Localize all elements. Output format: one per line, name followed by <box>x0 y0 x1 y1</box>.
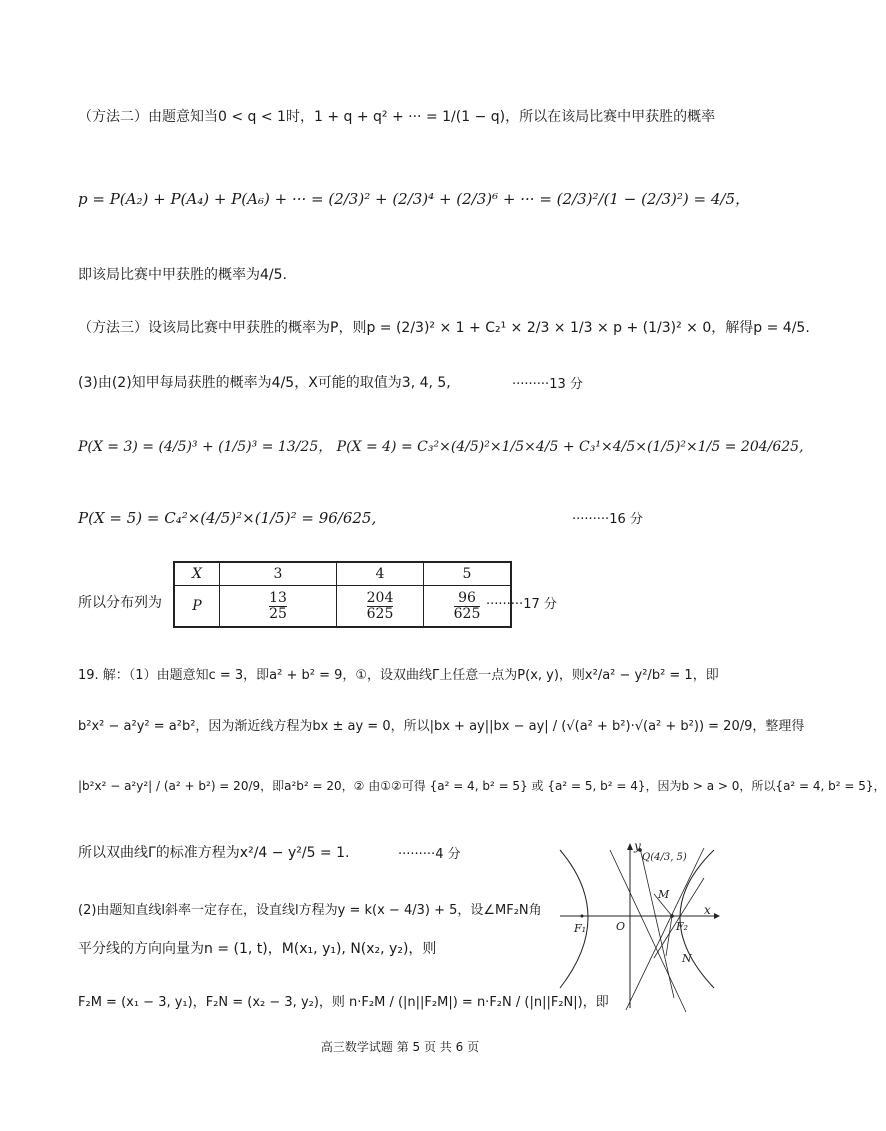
label-O: O <box>616 920 626 933</box>
method3-line1: （方法三）设该局比赛中甲获胜的概率为P，则p = (2/3)² × 1 + C₂¹ × 2/3 × 1/3 × p + (1/3)² × 0，解得p = 4/5. <box>78 320 810 336</box>
segment-F2N <box>666 916 672 956</box>
q19-line5: (2)由题知直线l斜率一定存在，设直线l方程为y = k(x − 4/3) + 5，设∠MF₂N角 <box>78 903 542 918</box>
numerator: 96 <box>458 590 476 607</box>
label-Q: Q(4/3, 5) <box>642 852 687 863</box>
label-y: y <box>634 839 641 853</box>
table-cell-1 <box>220 586 337 628</box>
part3-line1: (3)由(2)知甲每局获胜的概率为4/5，X可能的取值为3, 4, 5, <box>78 375 451 391</box>
line-l <box>640 848 674 998</box>
q19-line6: 平分线的方向向量为n = (1, t)，M(x₁, y₁), N(x₂, y₂)，则 <box>78 941 437 957</box>
denominator: 625 <box>366 606 394 622</box>
table-header-X: X <box>174 562 220 586</box>
label-x: x <box>704 903 711 917</box>
distribution-table <box>173 561 512 628</box>
asymptote-2 <box>626 848 704 1010</box>
table-lead: 所以分布列为 <box>78 595 162 611</box>
label-N: N <box>682 952 692 965</box>
label-F2: F₂ <box>676 920 689 933</box>
part3-line2: P(X = 3) = (4/5)³ + (1/5)³ = 13/25， P(X = 4) = C₃²×(4/5)²×1/5×4/5 + C₃¹×4/5×(1/5)²×1/5 = 204/625, <box>78 439 804 455</box>
label-M: M <box>658 888 670 901</box>
denominator: 25 <box>269 606 287 622</box>
table-header-row <box>174 562 511 586</box>
score-17: ·········17 分 <box>486 597 557 612</box>
label-F1: F₁ <box>574 922 587 935</box>
q19-line3: |b²x² − a²y²| / (a² + b²) = 20/9，即a²b² = 20，② 由①②可得 {a² = 4, b² = 5} 或 {a² = 5, b² = 4}，因为b > a > 0，所以{a² = 4, b² = 5}， <box>78 779 886 793</box>
table-row-P <box>174 586 511 628</box>
q19-line1: 19. 解：（1）由题意知c = 3，即a² + b² = 9，①，设双曲线Γ上任意一点为P(x, y)，则x²/a² − y²/b² = 1，即 <box>78 668 719 683</box>
method2-line3: 即该局比赛中甲获胜的概率为4/5. <box>78 267 287 283</box>
method2-line1: （方法二）由题意知当0 < q < 1时，1 + q + q² + ··· = 1/(1 − q)，所以在该局比赛中甲获胜的概率 <box>78 109 716 125</box>
score-13: ·········13 分 <box>512 377 583 392</box>
hyperbola-figure <box>554 838 724 1013</box>
table-row-label: P <box>174 586 220 628</box>
q19-line2: b²x² − a²y² = a²b²，因为渐近线方程为bx ± ay = 0，所以|bx + ay||bx − ay| / (√(a² + b²)·√(a² + b²)) = 20/9，整理得 <box>78 719 805 734</box>
score-4: ·········4 分 <box>398 847 461 862</box>
x-axis-arrow <box>714 913 720 919</box>
table-cell-2 <box>337 586 424 628</box>
table-header-5: 5 <box>424 562 512 586</box>
denominator: 625 <box>453 606 481 622</box>
part3-line3: P(X = 5) = C₄²×(4/5)²×(1/5)² = 96/625, <box>78 509 377 527</box>
numerator: 13 <box>269 590 287 607</box>
table-header-4: 4 <box>337 562 424 586</box>
page-footer: 高三数学试题 第 5 页 共 6 页 <box>320 1040 480 1054</box>
point-F1 <box>581 915 584 918</box>
q19-line7: F₂M = (x₁ − 3, y₁)，F₂N = (x₂ − 3, y₂)，则 n·F₂M / (|n||F₂M|) = n·F₂N / (|n||F₂N|)，即 <box>78 995 609 1010</box>
y-axis-arrow <box>627 843 633 850</box>
hyperbola-left-branch <box>560 850 588 988</box>
score-16: ·········16 分 <box>572 512 643 527</box>
point-F2 <box>670 914 674 918</box>
numerator: 204 <box>366 590 394 607</box>
method2-line2: p = P(A₂) + P(A₄) + P(A₆) + ··· = (2/3)² + (2/3)⁴ + (2/3)⁶ + ··· = (2/3)²/(1 − (2/3)²) = 4/5， <box>78 190 751 208</box>
table-header-3: 3 <box>220 562 337 586</box>
q19-line4: 所以双曲线Γ的标准方程为x²/4 − y²/5 = 1. <box>78 845 350 861</box>
hyperbola-right-branch <box>680 850 714 988</box>
